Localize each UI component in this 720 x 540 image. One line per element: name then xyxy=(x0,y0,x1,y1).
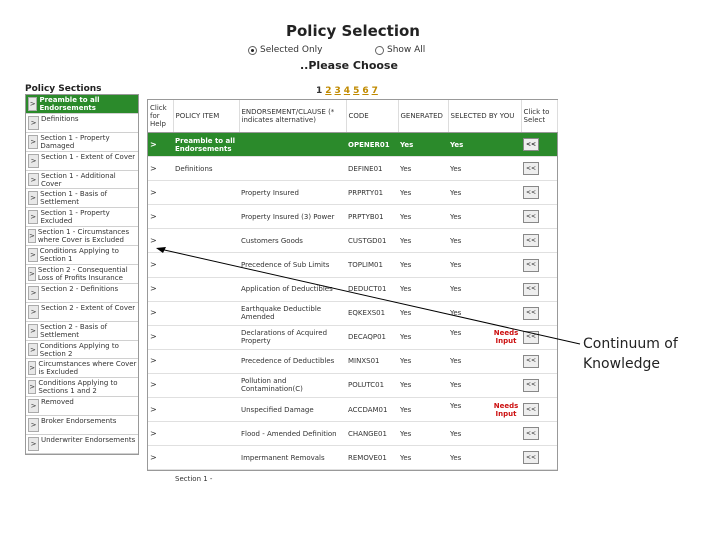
expand-arrow-icon[interactable]: > xyxy=(28,418,39,432)
select-button[interactable]: << xyxy=(523,234,539,247)
code-cell: REMOVE01 xyxy=(348,453,387,462)
selected-cell: Yes xyxy=(450,140,464,149)
selected-cell: Yes xyxy=(450,188,462,197)
sidebar-item-label: Section 1 - Additional Cover xyxy=(40,171,116,188)
generated-cell: Yes xyxy=(400,140,414,149)
selected-cell: Yes xyxy=(450,357,462,366)
column-header: Click to Select xyxy=(521,100,557,133)
expand-arrow-icon[interactable]: > xyxy=(28,305,39,319)
expand-arrow-icon[interactable]: > xyxy=(28,173,39,187)
page-link[interactable]: 5 xyxy=(353,86,360,96)
page-link[interactable]: 3 xyxy=(334,86,341,96)
column-header: SELECTED BY YOU xyxy=(448,100,521,133)
expand-arrow-icon[interactable]: > xyxy=(28,343,38,357)
expand-arrow-icon[interactable]: > xyxy=(28,97,37,111)
generated-cell: Yes xyxy=(400,405,412,414)
help-arrow-icon[interactable]: > xyxy=(150,211,157,221)
help-arrow-icon[interactable]: > xyxy=(150,139,157,149)
clause-cell: Precedence of Sub Limits xyxy=(241,261,330,270)
clause-cell: Customers Goods xyxy=(241,236,303,245)
help-arrow-icon[interactable]: > xyxy=(150,187,157,197)
select-button[interactable]: << xyxy=(523,138,539,151)
code-cell: PRPTYB01 xyxy=(348,212,384,221)
select-button[interactable]: << xyxy=(523,331,539,344)
code-cell: OPENER01 xyxy=(348,140,390,149)
help-arrow-icon[interactable]: > xyxy=(150,163,157,173)
clause-cell: Impermanent Removals xyxy=(241,453,325,462)
select-button[interactable]: << xyxy=(523,259,539,272)
sidebar-item-label: Section 2 - Basis of Settlement xyxy=(40,322,108,339)
code-cell: PRPRTY01 xyxy=(348,188,384,197)
selected-cell: Yes xyxy=(450,453,462,462)
select-button[interactable]: << xyxy=(523,355,539,368)
expand-arrow-icon[interactable]: > xyxy=(28,135,38,149)
column-header: ENDORSEMENT/CLAUSE (* indicates alternative) xyxy=(239,100,346,133)
selected-cell: Yes xyxy=(450,212,462,221)
selected-cell: Yes xyxy=(450,164,462,173)
selected-cell: Yes xyxy=(450,309,462,318)
generated-cell: Yes xyxy=(400,261,412,270)
page-link[interactable]: 2 xyxy=(325,86,332,96)
expand-arrow-icon[interactable]: > xyxy=(28,210,38,224)
code-cell: DEFINE01 xyxy=(348,164,383,173)
sidebar-item-label: Conditions Applying to Section 2 xyxy=(39,341,119,358)
select-button[interactable]: << xyxy=(523,162,539,175)
table-footer-item: Section 1 - xyxy=(175,475,213,483)
sidebar-item-label: Section 1 - Property Damaged xyxy=(40,133,110,150)
expand-arrow-icon[interactable]: > xyxy=(28,286,39,300)
sidebar-item-label: Underwriter Endorsements xyxy=(41,436,136,445)
policy-item-cell: Definitions xyxy=(175,164,213,173)
sidebar-item-label: Definitions xyxy=(41,114,79,123)
annotation-label: Continuum of Knowledge xyxy=(583,336,678,372)
sidebar-item-label: Section 2 - Definitions xyxy=(41,284,119,293)
sidebar-item-label: Section 2 - Extent of Cover xyxy=(41,303,136,312)
selected-cell: Yes xyxy=(450,329,462,338)
policy-item-cell: Preamble to all Endorsements xyxy=(175,136,236,153)
expand-arrow-icon[interactable]: > xyxy=(28,399,39,413)
generated-cell: Yes xyxy=(400,164,412,173)
generated-cell: Yes xyxy=(400,357,412,366)
selected-cell: Yes xyxy=(450,261,462,270)
help-arrow-icon[interactable]: > xyxy=(150,404,157,414)
page-title: Policy Selection xyxy=(286,22,420,40)
code-cell: TOPLIM01 xyxy=(348,261,383,270)
expand-arrow-icon[interactable]: > xyxy=(28,229,36,243)
help-arrow-icon[interactable]: > xyxy=(150,380,157,390)
column-header: POLICY ITEM xyxy=(173,100,239,133)
code-cell: CUSTGD01 xyxy=(348,236,387,245)
help-arrow-icon[interactable]: > xyxy=(150,332,157,342)
select-button[interactable]: << xyxy=(523,283,539,296)
pointer-arrowhead xyxy=(156,247,166,253)
sidebar-item-label: Section 1 - Circumstances where Cover is Excluded xyxy=(37,228,130,245)
select-button[interactable]: << xyxy=(523,210,539,223)
generated-cell: Yes xyxy=(400,309,412,318)
selected-cell: Yes xyxy=(450,429,462,438)
clause-cell: Flood - Amended Definition xyxy=(241,429,337,438)
sidebar-item-label: Circumstances where Cover is Excluded xyxy=(38,360,137,377)
sidebar-heading: Policy Sections xyxy=(25,84,102,94)
code-cell: MINXS01 xyxy=(348,357,380,366)
sidebar-item-label: Conditions Applying to Sections 1 and 2 xyxy=(38,379,118,396)
code-cell: CHANGE01 xyxy=(348,429,387,438)
expand-arrow-icon[interactable]: > xyxy=(28,437,39,451)
page-link[interactable]: 7 xyxy=(371,86,378,96)
select-button[interactable]: << xyxy=(523,186,539,199)
needs-input-badge: Needs Input xyxy=(493,329,519,346)
column-header: GENERATED xyxy=(398,100,448,133)
code-cell: DECAQP01 xyxy=(348,333,387,342)
generated-cell: Yes xyxy=(400,453,412,462)
code-cell: POLUTC01 xyxy=(348,381,385,390)
show-all-label: Show All xyxy=(387,45,426,55)
clause-cell: Property Insured xyxy=(241,188,299,197)
clause-cell: Pollution and Contamination(C) xyxy=(241,377,303,394)
generated-cell: Yes xyxy=(400,236,412,245)
choose-prompt: ..Please Choose xyxy=(300,59,398,72)
expand-arrow-icon[interactable]: > xyxy=(28,267,36,281)
help-arrow-icon[interactable]: > xyxy=(150,452,157,462)
sidebar-item-label: Section 1 - Extent of Cover xyxy=(41,152,136,161)
generated-cell: Yes xyxy=(400,188,412,197)
needs-input-badge: Needs Input xyxy=(493,401,519,418)
help-arrow-icon[interactable]: > xyxy=(150,308,157,318)
clause-cell: Unspecified Damage xyxy=(241,405,314,414)
sidebar-item-label: Section 1 - Property Excluded xyxy=(40,209,110,226)
generated-cell: Yes xyxy=(400,333,412,342)
generated-cell: Yes xyxy=(400,285,412,294)
selected-cell: Yes xyxy=(450,401,462,410)
expand-arrow-icon[interactable]: > xyxy=(28,361,36,375)
page-link[interactable]: 4 xyxy=(343,86,351,96)
selected-cell: Yes xyxy=(450,381,462,390)
sidebar-item-label: Conditions Applying to Section 1 xyxy=(39,247,119,264)
select-button[interactable]: << xyxy=(523,403,539,416)
pointer-line xyxy=(160,249,580,344)
expand-arrow-icon[interactable]: > xyxy=(28,116,39,130)
selected-only-label: Selected Only xyxy=(260,45,323,55)
select-button[interactable]: << xyxy=(523,379,539,392)
clause-cell: Property Insured (3) Power xyxy=(241,212,335,221)
code-cell: ACCDAM01 xyxy=(348,405,388,414)
sidebar-item-label: Removed xyxy=(41,398,74,407)
help-arrow-icon[interactable]: > xyxy=(150,356,157,366)
help-arrow-icon[interactable]: > xyxy=(150,428,157,438)
column-header: CODE xyxy=(346,100,398,133)
sidebar-item-label: Broker Endorsements xyxy=(41,417,117,426)
selected-cell: Yes xyxy=(450,285,462,294)
help-arrow-icon[interactable]: > xyxy=(150,235,157,245)
page-link[interactable]: 1 xyxy=(316,86,323,96)
clause-cell: Earthquake Deductible Amended xyxy=(241,305,322,322)
clause-cell: Precedence of Deductibles xyxy=(241,357,335,366)
generated-cell: Yes xyxy=(400,381,412,390)
code-cell: EQKEXS01 xyxy=(348,309,386,318)
expand-arrow-icon[interactable]: > xyxy=(28,248,38,262)
generated-cell: Yes xyxy=(400,429,412,438)
select-button[interactable]: << xyxy=(523,427,539,440)
selected-cell: Yes xyxy=(450,236,462,245)
sidebar-item-label: Preamble to all Endorsements xyxy=(39,96,100,112)
help-arrow-icon[interactable]: > xyxy=(150,284,157,294)
clause-cell: Application of Deductibles xyxy=(241,285,333,294)
expand-arrow-icon[interactable]: > xyxy=(28,154,39,168)
code-cell: DEDUCT01 xyxy=(348,285,387,294)
select-button[interactable]: << xyxy=(523,307,539,320)
clause-cell: Declarations of Acquired Property xyxy=(241,329,328,346)
generated-cell: Yes xyxy=(400,212,412,221)
column-header: Click for Help xyxy=(148,100,173,133)
sidebar-item-label: Section 1 - Basis of Settlement xyxy=(40,190,108,207)
help-arrow-icon[interactable]: > xyxy=(150,260,157,270)
expand-arrow-icon[interactable]: > xyxy=(28,324,38,338)
sidebar-item-label: Section 2 - Consequential Loss of Profits Insurance xyxy=(37,266,128,283)
page-link[interactable]: 6 xyxy=(362,86,369,96)
expand-arrow-icon[interactable]: > xyxy=(28,380,36,394)
expand-arrow-icon[interactable]: > xyxy=(28,191,38,205)
select-button[interactable]: << xyxy=(523,451,539,464)
